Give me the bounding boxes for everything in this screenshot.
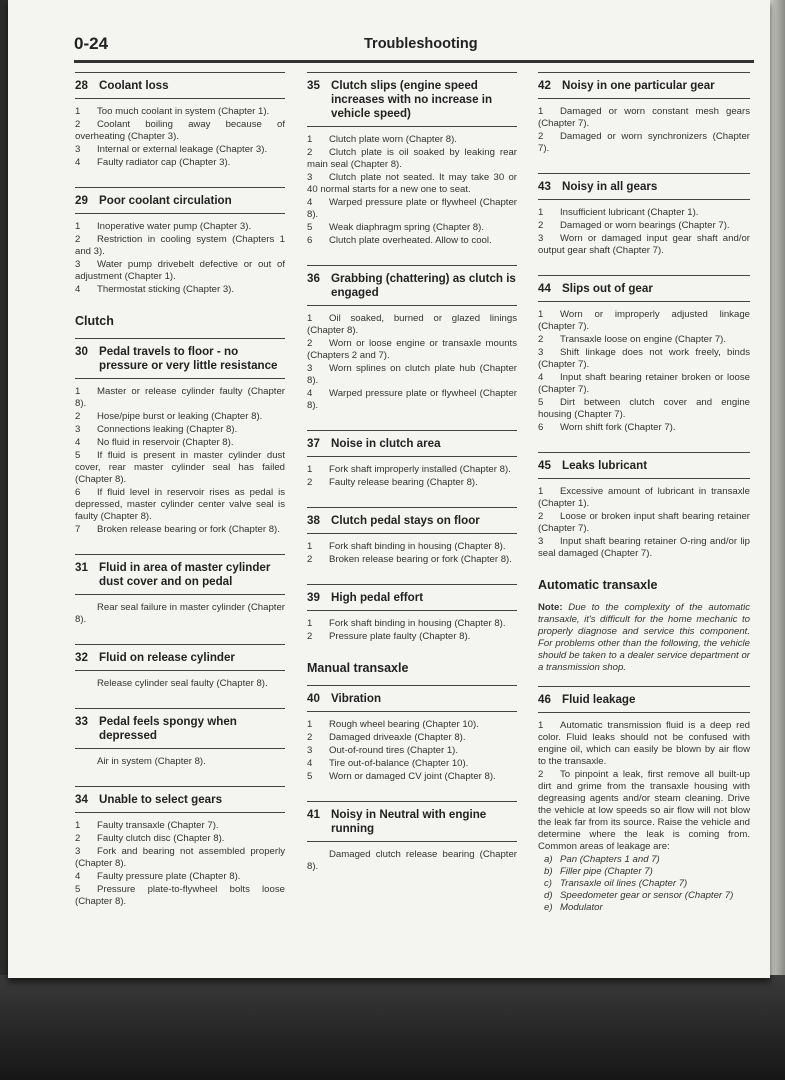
cause-list — [75, 820, 285, 908]
section-heading — [75, 644, 285, 671]
item-text: Internal or external leakage (Chapter 3). — [97, 144, 268, 155]
section-heading — [307, 584, 517, 611]
section-heading — [307, 265, 517, 306]
note-label: Note: — [538, 602, 563, 613]
item-text: Connections leaking (Chapter 8). — [97, 424, 238, 435]
cause-item — [307, 172, 517, 196]
cause-item — [75, 106, 285, 118]
item-number: 2 — [307, 477, 313, 488]
item-number: 3 — [307, 363, 313, 374]
section-title: High pedal effort — [331, 591, 424, 604]
cause-item — [538, 347, 750, 371]
item-number: 2 — [75, 234, 81, 245]
cause-item — [307, 313, 517, 337]
item-text: Tire out-of-balance (Chapter 10). — [329, 758, 469, 769]
cause-item — [538, 131, 750, 155]
item-number: 2 — [307, 732, 313, 743]
item-number: 4 — [75, 437, 81, 448]
item-text: Transaxle oil lines (Chapter 7) — [560, 878, 688, 889]
section-number: 35 — [307, 79, 320, 92]
cause-item — [75, 386, 285, 410]
item-text: No fluid in reservoir (Chapter 8). — [97, 437, 234, 448]
item-text: Damaged or worn constant mesh gears (Chapter 7). — [538, 106, 750, 129]
section-heading — [75, 554, 285, 595]
section-title: Unable to select gears — [99, 793, 223, 806]
item-number: 2 — [75, 833, 81, 844]
item-text: If fluid is present in master cylinder dust cover, rear master cylinder seal has failed (Chapter 8). — [75, 450, 285, 485]
item-number: 2 — [538, 769, 544, 780]
section-heading — [75, 72, 285, 99]
item-number: 6 — [75, 487, 81, 498]
item-number: 2 — [75, 411, 81, 422]
section-number: 46 — [538, 693, 551, 706]
cause-list — [75, 602, 285, 626]
item-text: Weak diaphragm spring (Chapter 8). — [329, 222, 484, 233]
section-number: 44 — [538, 282, 551, 295]
cause-list — [75, 221, 285, 296]
cause-item — [75, 144, 285, 156]
cause-item — [75, 846, 285, 870]
cause-item — [307, 732, 517, 744]
section-heading — [307, 72, 517, 127]
item-text: Clutch plate overheated. Allow to cool. — [329, 235, 492, 246]
cause-list — [538, 309, 750, 434]
section-number: 42 — [538, 79, 551, 92]
section-title: Noisy in all gears — [562, 180, 658, 193]
item-text: Input shaft bearing retainer O-ring and/or lip seal damaged (Chapter 7). — [538, 536, 750, 559]
cause-item — [538, 536, 750, 560]
item-number: 3 — [538, 233, 544, 244]
item-text: Faulty radiator cap (Chapter 3). — [97, 157, 231, 168]
page-title: Troubleshooting — [364, 36, 478, 52]
item-text: Restriction in cooling system (Chapters 1 and 3). — [75, 234, 285, 257]
category-heading: Automatic transaxle — [538, 578, 658, 592]
cause-item — [75, 234, 285, 258]
item-text: Thermostat sticking (Chapter 3). — [97, 284, 235, 295]
item-number: 3 — [75, 424, 81, 435]
item-text: Pan (Chapters 1 and 7) — [560, 854, 660, 865]
cause-item — [538, 207, 750, 219]
item-text: Input shaft bearing retainer broken or loose (Chapter 7). — [538, 372, 750, 395]
column-2 — [307, 72, 517, 891]
section-title: Clutch pedal stays on floor — [331, 514, 480, 527]
item-number: 6 — [307, 235, 313, 246]
cause-item — [307, 134, 517, 146]
cause-list — [307, 464, 517, 489]
item-text: If fluid level in reservoir rises as pedal is depressed, master cylinder center valve seal is faulty (Chapter 8). — [75, 487, 285, 522]
section-title: Coolant loss — [99, 79, 169, 92]
item-number: 4 — [307, 758, 313, 769]
cause-item — [538, 309, 750, 333]
manual-page — [8, 0, 770, 978]
item-number: 3 — [75, 846, 81, 857]
item-number: 1 — [75, 386, 81, 397]
section-title: Pedal travels to floor - no pressure or very little resistance — [99, 345, 278, 372]
item-number: 1 — [538, 309, 544, 320]
section-heading — [75, 187, 285, 214]
cause-item — [75, 450, 285, 486]
cause-item — [307, 222, 517, 234]
item-text: Too much coolant in system (Chapter 1). — [97, 106, 270, 117]
item-number: 1 — [538, 106, 544, 117]
item-text: Damaged driveaxle (Chapter 8). — [329, 732, 466, 743]
cause-item — [307, 235, 517, 247]
item-text: Hose/pipe burst or leaking (Chapter 8). — [97, 411, 263, 422]
category-heading: Clutch — [75, 314, 114, 328]
cause-item — [307, 197, 517, 221]
item-text: Fork shaft improperly installed (Chapter 8). — [329, 464, 511, 475]
section-title: Slips out of gear — [562, 282, 653, 295]
cause-item — [307, 338, 517, 362]
item-number: 2 — [75, 119, 81, 130]
item-number: 3 — [538, 347, 544, 358]
item-text: Inoperative water pump (Chapter 3). — [97, 221, 252, 232]
item-number: 1 — [538, 486, 544, 497]
item-text: Excessive amount of lubricant in transaxle (Chapter 1). — [538, 486, 750, 509]
cause-item — [75, 602, 285, 626]
item-number: 1 — [307, 134, 313, 145]
cause-list — [307, 134, 517, 247]
section-number: 43 — [538, 180, 551, 193]
item-text: Worn or loose engine or transaxle mounts (Chapters 2 and 7). — [307, 338, 517, 361]
item-text: Oil soaked, burned or glazed linings (Chapter 8). — [307, 313, 517, 336]
item-number: 5 — [538, 397, 544, 408]
item-text: Faulty release bearing (Chapter 8). — [329, 477, 478, 488]
section-number: 39 — [307, 591, 320, 604]
cause-list — [307, 541, 517, 566]
cause-list — [307, 618, 517, 643]
cause-item — [75, 820, 285, 832]
item-number: 4 — [75, 157, 81, 168]
item-text: Broken release bearing or fork (Chapter 8). — [97, 524, 280, 535]
section-heading — [307, 801, 517, 842]
cause-item — [538, 233, 750, 257]
item-number: 5 — [75, 450, 81, 461]
item-text: Damaged or worn synchronizers (Chapter 7). — [538, 131, 750, 154]
section-number: 32 — [75, 651, 88, 664]
section-heading — [307, 430, 517, 457]
cause-list — [75, 106, 285, 169]
item-number: 4 — [75, 284, 81, 295]
section-heading — [75, 786, 285, 813]
item-number: 3 — [307, 745, 313, 756]
section-heading — [75, 338, 285, 379]
item-number: 1 — [538, 207, 544, 218]
cause-list — [538, 106, 750, 155]
leak-area-item — [538, 890, 750, 902]
item-number: 3 — [75, 259, 81, 270]
cause-item — [307, 719, 517, 731]
page-header — [74, 34, 754, 63]
item-number: 3 — [75, 144, 81, 155]
cause-item — [538, 486, 750, 510]
item-number: 3 — [307, 172, 313, 183]
cause-list — [75, 756, 285, 768]
item-number: 1 — [307, 541, 313, 552]
cause-list — [538, 486, 750, 560]
section-title: Leaks lubricant — [562, 459, 648, 472]
cause-item — [307, 477, 517, 489]
item-text: Out-of-round tires (Chapter 1). — [329, 745, 459, 756]
column-1 — [75, 72, 285, 926]
cause-item — [75, 411, 285, 423]
section-heading — [538, 452, 750, 479]
section-number: 36 — [307, 272, 320, 285]
cause-item — [538, 720, 750, 768]
cause-list — [75, 386, 285, 536]
section-number: 40 — [307, 692, 320, 705]
cause-item — [75, 884, 285, 908]
item-text: Broken release bearing or fork (Chapter 8). — [329, 554, 512, 565]
cause-item — [75, 284, 285, 296]
cause-item — [538, 397, 750, 421]
item-text: Faulty pressure plate (Chapter 8). — [97, 871, 241, 882]
cause-item — [538, 769, 750, 853]
cause-item — [75, 437, 285, 449]
item-letter: d) — [544, 890, 553, 901]
item-text: Coolant boiling away because of overheating (Chapter 3). — [75, 119, 285, 142]
cause-list — [307, 719, 517, 783]
section-number: 45 — [538, 459, 551, 472]
item-number: 4 — [538, 372, 544, 383]
section-title: Clutch slips (engine speed increases with no increase in vehicle speed) — [331, 79, 493, 120]
item-text: Loose or broken input shaft bearing retainer (Chapter 7). — [538, 511, 750, 534]
section-title: Vibration — [331, 692, 382, 705]
item-number: 4 — [75, 871, 81, 882]
cause-list — [538, 207, 750, 257]
item-text: Clutch plate worn (Chapter 8). — [329, 134, 457, 145]
cause-item — [538, 511, 750, 535]
item-number: 1 — [307, 313, 313, 324]
cause-item — [307, 618, 517, 630]
item-text: Fork shaft binding in housing (Chapter 8). — [329, 618, 506, 629]
section-heading — [538, 173, 750, 200]
item-number: 2 — [307, 631, 313, 642]
page-number: 0-24 — [74, 34, 109, 53]
item-number: 2 — [538, 220, 544, 231]
item-number: 1 — [75, 106, 81, 117]
item-text: Warped pressure plate or flywheel (Chapter 8). — [307, 388, 517, 411]
section-number: 37 — [307, 437, 320, 450]
item-text: Automatic transmission fluid is a deep red color. Fluid leaks should not be confused with engine oil, which can easily be blown by air flow to the transaxle. — [538, 720, 750, 767]
item-number: 4 — [307, 197, 313, 208]
item-number: 2 — [307, 554, 313, 565]
cause-list — [538, 720, 750, 914]
section-heading — [538, 72, 750, 99]
cause-item — [75, 833, 285, 845]
section-number: 28 — [75, 79, 88, 92]
cause-item — [75, 221, 285, 233]
item-text: Fork and bearing not assembled properly (Chapter 8). — [75, 846, 285, 869]
item-number: 6 — [538, 422, 544, 433]
cause-item — [75, 119, 285, 143]
section-number: 30 — [75, 345, 88, 358]
leak-area-item — [538, 866, 750, 878]
cause-item — [75, 756, 285, 768]
section-title: Grabbing (chattering) as clutch is engaged — [331, 272, 516, 299]
cause-item — [75, 871, 285, 883]
cause-item — [307, 464, 517, 476]
cause-item — [75, 259, 285, 283]
item-text: Rear seal failure in master cylinder (Chapter 8). — [75, 602, 285, 625]
cause-item — [75, 487, 285, 523]
item-number: 2 — [538, 334, 544, 345]
section-title: Pedal feels spongy when depressed — [99, 715, 237, 742]
item-number: 3 — [538, 536, 544, 547]
cause-item — [75, 157, 285, 169]
section-title: Poor coolant circulation — [99, 194, 232, 207]
item-text: Worn splines on clutch plate hub (Chapter 8). — [307, 363, 517, 386]
item-text: Faulty clutch disc (Chapter 8). — [97, 833, 225, 844]
item-text: Pressure plate faulty (Chapter 8). — [329, 631, 471, 642]
cause-item — [307, 147, 517, 171]
item-text: Release cylinder seal faulty (Chapter 8). — [97, 678, 268, 689]
section-number: 33 — [75, 715, 88, 728]
cause-item — [307, 849, 517, 873]
cause-item — [307, 745, 517, 757]
item-letter: e) — [544, 902, 553, 913]
section-number: 38 — [307, 514, 320, 527]
leak-area-item — [538, 854, 750, 866]
item-text: Damaged or worn bearings (Chapter 7). — [560, 220, 730, 231]
cause-item — [538, 372, 750, 396]
section-heading — [538, 275, 750, 302]
item-text: Master or release cylinder faulty (Chapter 8). — [75, 386, 285, 409]
item-text: Dirt between clutch cover and engine housing (Chapter 7). — [538, 397, 750, 420]
cause-item — [75, 524, 285, 536]
section-number: 29 — [75, 194, 88, 207]
cause-item — [307, 631, 517, 643]
page-edge — [768, 0, 785, 980]
item-number: 7 — [75, 524, 81, 535]
item-text: Water pump drivebelt defective or out of adjustment (Chapter 1). — [75, 259, 285, 282]
cause-item — [307, 388, 517, 412]
item-text: Worn shift fork (Chapter 7). — [560, 422, 676, 433]
column-3 — [538, 72, 750, 932]
item-letter: c) — [544, 878, 552, 889]
item-text: To pinpoint a leak, first remove all built-up dirt and grime from the transaxle housing with degreasing agents and/or steam cleaning. Drive the vehicle at low speeds so air flow will not blow the leak far from its source. Raise the vehicle and determine where the leak is coming from. Common areas of leakage are: — [538, 769, 750, 852]
item-text: Speedometer gear or sensor (Chapter 7) — [560, 890, 734, 901]
section-title: Noisy in Neutral with engine running — [331, 808, 487, 835]
item-text: Air in system (Chapter 8). — [97, 756, 206, 767]
item-text: Pressure plate-to-flywheel bolts loose (Chapter 8). — [75, 884, 285, 907]
item-text: Shift linkage does not work freely, binds (Chapter 7). — [538, 347, 750, 370]
item-number: 5 — [307, 222, 313, 233]
category-heading: Manual transaxle — [307, 661, 409, 675]
item-number: 4 — [307, 388, 313, 399]
cause-item — [307, 758, 517, 770]
cause-item — [307, 771, 517, 783]
section-title: Noisy in one particular gear — [562, 79, 715, 92]
item-text: Clutch plate is oil soaked by leaking rear main seal (Chapter 8). — [307, 147, 517, 170]
item-number: 2 — [538, 511, 544, 522]
item-letter: a) — [544, 854, 553, 865]
item-text: Clutch plate not seated. It may take 30 or 40 normal starts for a new one to seat. — [307, 172, 517, 195]
note-paragraph — [538, 602, 750, 674]
item-text: Fork shaft binding in housing (Chapter 8). — [329, 541, 506, 552]
section-heading — [538, 686, 750, 713]
section-title: Fluid in area of master cylinder dust cover and on pedal — [99, 561, 271, 588]
item-text: Worn or improperly adjusted linkage (Chapter 7). — [538, 309, 750, 332]
item-text: Modulator — [560, 902, 603, 913]
section-number: 31 — [75, 561, 88, 574]
cause-list — [307, 849, 517, 873]
item-number: 2 — [307, 338, 313, 349]
item-text: Insufficient lubricant (Chapter 1). — [560, 207, 699, 218]
item-number: 2 — [307, 147, 313, 158]
item-text: Faulty transaxle (Chapter 7). — [97, 820, 219, 831]
cause-item — [307, 554, 517, 566]
cause-item — [75, 424, 285, 436]
item-number: 5 — [75, 884, 81, 895]
cause-item — [307, 363, 517, 387]
item-text: Worn or damaged CV joint (Chapter 8). — [329, 771, 496, 782]
section-heading — [307, 507, 517, 534]
cause-list — [75, 678, 285, 690]
section-heading — [307, 685, 517, 712]
item-number: 1 — [75, 221, 81, 232]
item-number: 1 — [307, 464, 313, 475]
scan-background — [0, 975, 785, 1080]
item-text: Transaxle loose on engine (Chapter 7). — [560, 334, 727, 345]
section-number: 41 — [307, 808, 320, 821]
cause-item — [538, 106, 750, 130]
section-number: 34 — [75, 793, 88, 806]
leak-area-item — [538, 878, 750, 890]
section-title: Noise in clutch area — [331, 437, 441, 450]
cause-item — [307, 541, 517, 553]
item-text: Rough wheel bearing (Chapter 10). — [329, 719, 479, 730]
cause-item — [538, 422, 750, 434]
cause-item — [75, 678, 285, 690]
item-number: 5 — [307, 771, 313, 782]
item-text: Worn or damaged input gear shaft and/or output gear shaft (Chapter 7). — [538, 233, 750, 256]
item-text: Warped pressure plate or flywheel (Chapter 8). — [307, 197, 517, 220]
cause-item — [538, 220, 750, 232]
cause-item — [538, 334, 750, 346]
item-letter: b) — [544, 866, 553, 877]
item-text: Damaged clutch release bearing (Chapter 8). — [307, 849, 517, 872]
item-number: 2 — [538, 131, 544, 142]
item-number: 1 — [538, 720, 544, 731]
cause-list — [307, 313, 517, 412]
item-number: 1 — [307, 618, 313, 629]
section-heading — [75, 708, 285, 749]
leak-area-item — [538, 902, 750, 914]
section-title: Fluid on release cylinder — [99, 651, 235, 664]
item-number: 1 — [75, 820, 81, 831]
item-text: Filler pipe (Chapter 7) — [560, 866, 653, 877]
item-number: 1 — [307, 719, 313, 730]
section-title: Fluid leakage — [562, 693, 636, 706]
note-text: Due to the complexity of the automatic transaxle, it's difficult for the home mechanic to properly diagnose and service this component. For problems other than the following, the vehicle should be taken to a dealer service department or a transmission shop. — [538, 602, 750, 673]
